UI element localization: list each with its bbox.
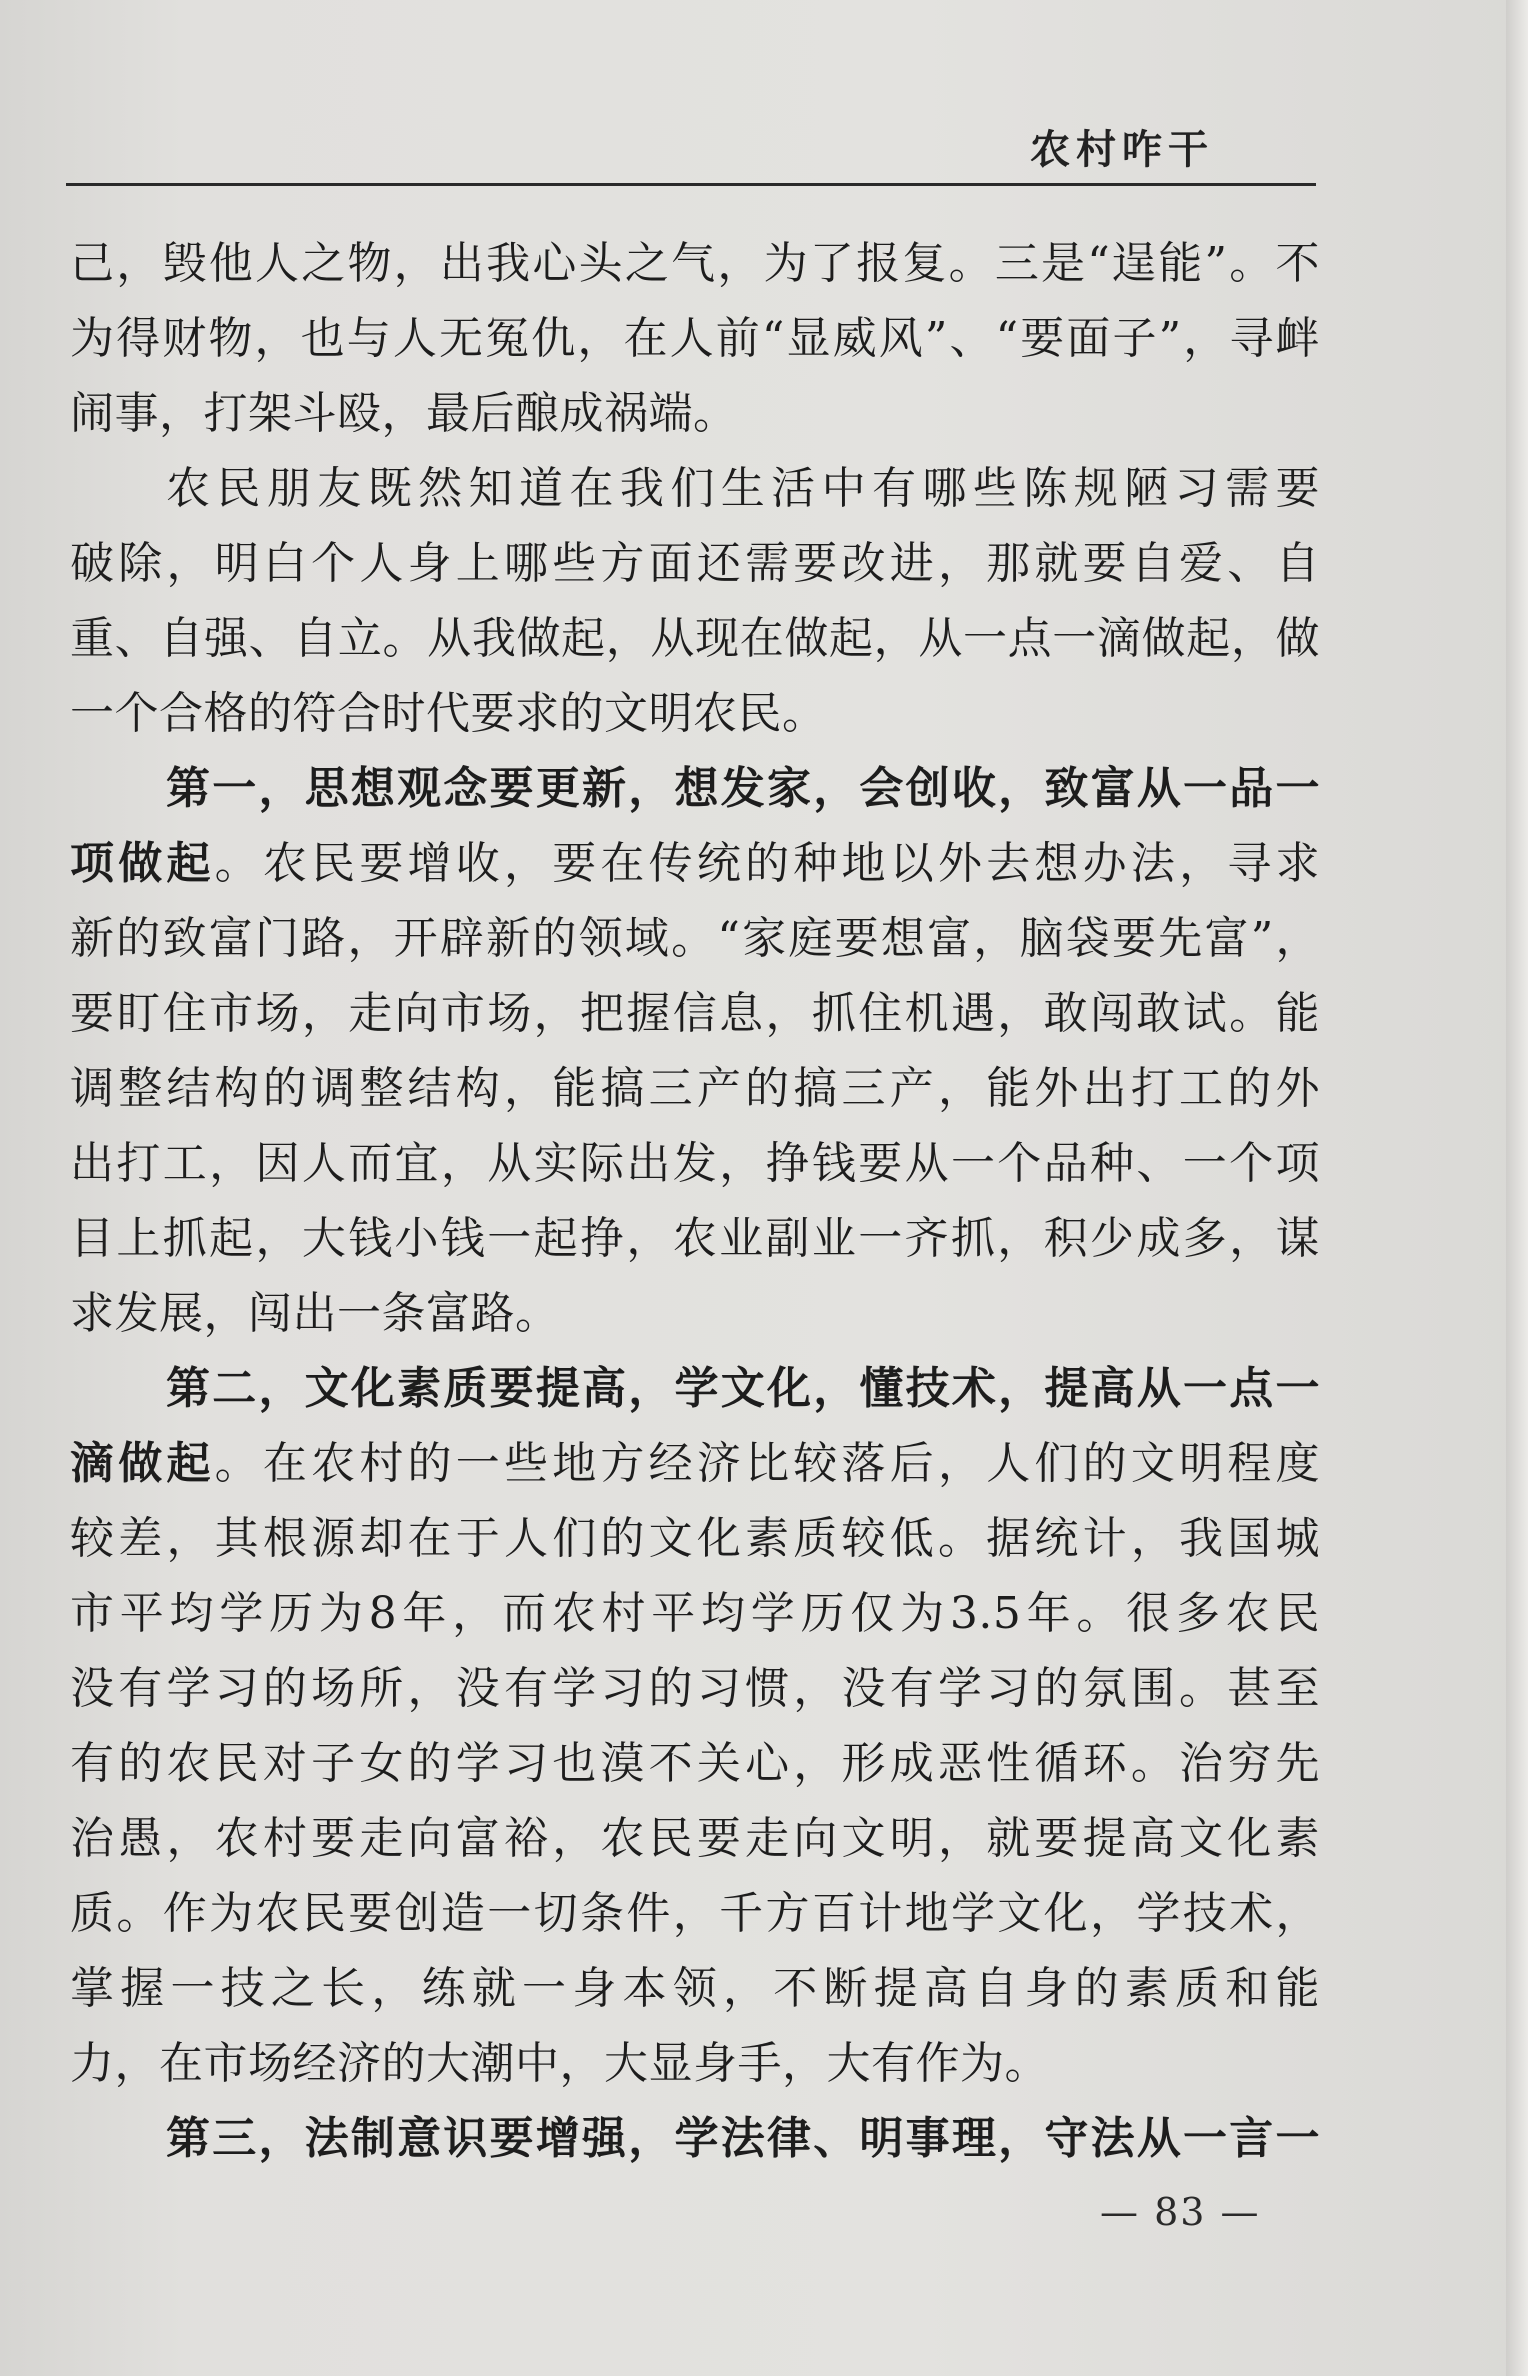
text-line: 调整结构的调整结构，能搞三产的搞三产，能外出打工的外 [70,1063,1320,1114]
text-line: 新的致富门路，开辟新的领域。“家庭要想富，脑袋要先富”， [70,913,1320,964]
text-line: 没有学习的场所，没有学习的习惯，没有学习的氛围。甚至 [70,1663,1320,1714]
text-line: 重、自强、自立。从我做起，从现在做起，从一点一滴做起，做 [70,613,1320,664]
page-number: — 83 — [1100,2190,1261,2234]
header-rule [66,183,1316,186]
body-text [70,226,1320,2176]
text-line: 一个合格的符合时代要求的文明农民。 [70,688,827,739]
text-line: 出打工，因人而宜，从实际出发，挣钱要从一个品种、一个项 [70,1138,1320,1189]
text-line: 有的农民对子女的学习也漠不关心，形成恶性循环。治穷先 [70,1738,1320,1789]
text-line: 较差，其根源却在于人们的文化素质较低。据统计，我国城 [70,1513,1320,1564]
text-line: 己，毁他人之物，出我心头之气，为了报复。三是“逞能”。不 [70,238,1320,289]
text-line: 闹事，打架斗殴，最后酿成祸端。 [70,388,738,439]
text-line: 求发展，闯出一条富路。 [70,1288,560,1339]
text-line: 质。作为农民要创造一切条件，千方百计地学文化，学技术， [70,1888,1320,1939]
text-line: 要盯住市场，走向市场，把握信息，抓住机遇，敢闯敢试。能 [70,988,1320,1039]
section-heading-line: 第三，法制意识要增强，学法律、明事理，守法从一言一 [166,2113,1320,2164]
text-line: 目上抓起，大钱小钱一起挣，农业副业一齐抓，积少成多，谋 [70,1213,1320,1264]
text-line: 破除，明白个人身上哪些方面还需要改进，那就要自爱、自 [70,538,1320,589]
text-line: 滴做起。在农村的一些地方经济比较落后，人们的文明程度 [70,1438,1321,1489]
section-heading-line: 第二，文化素质要提高，学文化，懂技术，提高从一点一 [166,1363,1320,1414]
paragraph-start-line: 农民朋友既然知道在我们生活中有哪些陈规陋习需要 [166,463,1320,514]
text-line: 项做起。农民要增收，要在传统的种地以外去想办法，寻求 [70,838,1321,889]
text-line: 治愚，农村要走向富裕，农民要走向文明，就要提高文化素 [70,1813,1320,1864]
section-heading-line: 第一，思想观念要更新，想发家，会创收，致富从一品一 [166,763,1320,814]
text-line: 市平均学历为8年，而农村平均学历仅为3.5年。很多农民 [70,1588,1320,1639]
text-line: 掌握一技之长，练就一身本领，不断提高自身的素质和能 [70,1963,1320,2014]
page-edge-shadow [1506,0,1528,2376]
text-line: 力，在市场经济的大潮中，大显身手，大有作为。 [70,2038,1049,2089]
text-line: 为得财物，也与人无冤仇，在人前“显威风”、“要面子”，寻衅 [70,313,1320,364]
running-title: 农村咋干 [1030,127,1214,173]
